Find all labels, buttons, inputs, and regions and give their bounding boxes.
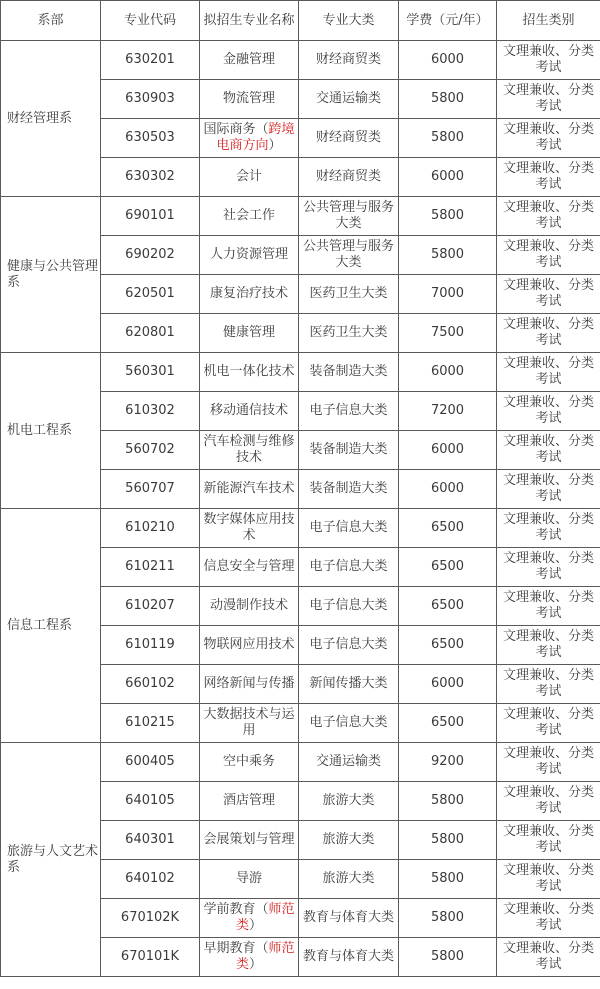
table-row bbox=[1, 41, 600, 80]
tuition-fee: 6000 bbox=[399, 41, 497, 80]
department-name: 旅游与人文艺术系 bbox=[1, 743, 101, 977]
major-name bbox=[200, 587, 299, 626]
header-major-category: 专业大类 bbox=[299, 1, 399, 41]
major-name bbox=[200, 197, 299, 236]
department-name: 财经管理系 bbox=[1, 41, 101, 197]
major-name-text: 空中乘务 bbox=[222, 754, 275, 769]
tuition-fee: 5800 bbox=[399, 821, 497, 860]
tuition-fee: 7000 bbox=[399, 275, 497, 314]
major-code: 690101 bbox=[101, 197, 200, 236]
major-name bbox=[200, 275, 299, 314]
major-name bbox=[200, 509, 299, 548]
major-category: 财经商贸类 bbox=[299, 41, 399, 80]
enrollment-type: 文理兼收、分类考试 bbox=[497, 314, 600, 353]
major-code: 620501 bbox=[101, 275, 200, 314]
tuition-fee: 6000 bbox=[399, 470, 497, 509]
major-name bbox=[200, 470, 299, 509]
major-category: 教育与体育大类 bbox=[299, 938, 399, 977]
major-code: 560702 bbox=[101, 431, 200, 470]
major-code: 610211 bbox=[101, 548, 200, 587]
enrollment-type: 文理兼收、分类考试 bbox=[497, 353, 600, 392]
major-name bbox=[200, 392, 299, 431]
major-name-suffix: ） bbox=[249, 918, 263, 933]
tuition-fee: 6500 bbox=[399, 548, 497, 587]
enrollment-type: 文理兼收、分类考试 bbox=[497, 860, 600, 899]
tuition-fee: 5800 bbox=[399, 899, 497, 938]
major-name-text: 网络新闻与传播 bbox=[203, 676, 295, 691]
major-code: 620801 bbox=[101, 314, 200, 353]
major-name-text: 机电一体化技术 bbox=[203, 364, 295, 379]
major-code: 610210 bbox=[101, 509, 200, 548]
header-tuition: 学费（元/年） bbox=[399, 1, 497, 41]
department-name: 信息工程系 bbox=[1, 509, 101, 743]
header-row bbox=[1, 1, 600, 41]
enrollment-type: 文理兼收、分类考试 bbox=[497, 158, 600, 197]
tuition-fee: 6000 bbox=[399, 158, 497, 197]
major-category: 电子信息大类 bbox=[299, 509, 399, 548]
major-name bbox=[200, 626, 299, 665]
major-name bbox=[200, 704, 299, 743]
tuition-fee: 6000 bbox=[399, 665, 497, 704]
major-name bbox=[200, 548, 299, 587]
major-name-text: 移动通信技术 bbox=[209, 403, 288, 418]
major-category: 电子信息大类 bbox=[299, 587, 399, 626]
major-name-text: 金融管理 bbox=[222, 52, 275, 67]
major-category: 电子信息大类 bbox=[299, 704, 399, 743]
major-name-suffix: ） bbox=[268, 138, 282, 153]
major-name bbox=[200, 41, 299, 80]
enrollment-type: 文理兼收、分类考试 bbox=[497, 665, 600, 704]
enrollment-type: 文理兼收、分类考试 bbox=[497, 782, 600, 821]
tuition-fee: 6500 bbox=[399, 704, 497, 743]
major-name-text: 学前教育（ bbox=[203, 902, 269, 917]
major-name-highlight: 师范类 bbox=[235, 902, 295, 933]
tuition-fee: 5800 bbox=[399, 236, 497, 275]
major-name-text: 物联网应用技术 bbox=[203, 637, 295, 652]
enrollment-type: 文理兼收、分类考试 bbox=[497, 41, 600, 80]
major-category: 公共管理与服务大类 bbox=[299, 236, 399, 275]
major-category: 旅游大类 bbox=[299, 821, 399, 860]
major-code: 610215 bbox=[101, 704, 200, 743]
major-code: 630503 bbox=[101, 119, 200, 158]
major-name-highlight: 师范类 bbox=[235, 941, 295, 972]
major-name-text: 新能源汽车技术 bbox=[203, 481, 295, 496]
table-row bbox=[1, 197, 600, 236]
tuition-fee: 9200 bbox=[399, 743, 497, 782]
major-code: 600405 bbox=[101, 743, 200, 782]
major-code: 560707 bbox=[101, 470, 200, 509]
major-code: 610119 bbox=[101, 626, 200, 665]
major-category: 财经商贸类 bbox=[299, 158, 399, 197]
enrollment-type: 文理兼收、分类考试 bbox=[497, 470, 600, 509]
enrollment-type: 文理兼收、分类考试 bbox=[497, 509, 600, 548]
tuition-fee: 5800 bbox=[399, 80, 497, 119]
major-category: 交通运输类 bbox=[299, 743, 399, 782]
major-name-text: 康复治疗技术 bbox=[209, 286, 288, 301]
table-row bbox=[1, 743, 600, 782]
header-department: 系部 bbox=[1, 1, 101, 41]
major-code: 640105 bbox=[101, 782, 200, 821]
major-category: 医药卫生大类 bbox=[299, 275, 399, 314]
major-name-text: 酒店管理 bbox=[222, 793, 275, 808]
major-name bbox=[200, 743, 299, 782]
tuition-fee: 7200 bbox=[399, 392, 497, 431]
enrollment-type: 文理兼收、分类考试 bbox=[497, 899, 600, 938]
major-code: 670101K bbox=[101, 938, 200, 977]
major-category: 医药卫生大类 bbox=[299, 314, 399, 353]
major-category: 教育与体育大类 bbox=[299, 899, 399, 938]
major-name-suffix: ） bbox=[249, 957, 263, 972]
tuition-fee: 6000 bbox=[399, 353, 497, 392]
major-code: 640301 bbox=[101, 821, 200, 860]
major-code: 610302 bbox=[101, 392, 200, 431]
major-name-text: 人力资源管理 bbox=[209, 247, 288, 262]
tuition-fee: 5800 bbox=[399, 119, 497, 158]
major-name-text: 社会工作 bbox=[222, 208, 275, 223]
major-code: 630903 bbox=[101, 80, 200, 119]
enrollment-type: 文理兼收、分类考试 bbox=[497, 392, 600, 431]
major-category: 电子信息大类 bbox=[299, 392, 399, 431]
major-name bbox=[200, 314, 299, 353]
tuition-fee: 5800 bbox=[399, 782, 497, 821]
enrollment-type: 文理兼收、分类考试 bbox=[497, 587, 600, 626]
major-name-text: 汽车检测与维修技术 bbox=[203, 434, 295, 465]
table-row bbox=[1, 509, 600, 548]
major-name bbox=[200, 860, 299, 899]
header-enrollment-type: 招生类别 bbox=[497, 1, 600, 41]
major-name-text: 大数据技术与运用 bbox=[203, 707, 295, 738]
tuition-fee: 5800 bbox=[399, 938, 497, 977]
major-code: 630201 bbox=[101, 41, 200, 80]
major-category: 电子信息大类 bbox=[299, 626, 399, 665]
enrollment-type: 文理兼收、分类考试 bbox=[497, 80, 600, 119]
enrollment-type: 文理兼收、分类考试 bbox=[497, 548, 600, 587]
major-code: 690202 bbox=[101, 236, 200, 275]
tuition-fee: 5800 bbox=[399, 197, 497, 236]
major-name bbox=[200, 158, 299, 197]
tuition-fee: 6500 bbox=[399, 587, 497, 626]
enrollment-type: 文理兼收、分类考试 bbox=[497, 743, 600, 782]
enrollment-type: 文理兼收、分类考试 bbox=[497, 431, 600, 470]
major-code: 610207 bbox=[101, 587, 200, 626]
major-name bbox=[200, 938, 299, 977]
major-name-text: 会计 bbox=[235, 169, 262, 184]
major-code: 630302 bbox=[101, 158, 200, 197]
header-major-code: 专业代码 bbox=[101, 1, 200, 41]
major-name-text: 导游 bbox=[235, 871, 262, 886]
major-name-text: 物流管理 bbox=[222, 91, 275, 106]
major-category: 公共管理与服务大类 bbox=[299, 197, 399, 236]
major-category: 装备制造大类 bbox=[299, 431, 399, 470]
tuition-fee: 6500 bbox=[399, 626, 497, 665]
enrollment-type: 文理兼收、分类考试 bbox=[497, 275, 600, 314]
enrollment-type: 文理兼收、分类考试 bbox=[497, 119, 600, 158]
table-body bbox=[1, 1, 600, 977]
major-name-text: 动漫制作技术 bbox=[209, 598, 288, 613]
major-name bbox=[200, 119, 299, 158]
major-code: 640102 bbox=[101, 860, 200, 899]
major-name bbox=[200, 782, 299, 821]
major-category: 旅游大类 bbox=[299, 860, 399, 899]
enrollment-type: 文理兼收、分类考试 bbox=[497, 938, 600, 977]
major-code: 660102 bbox=[101, 665, 200, 704]
department-name: 机电工程系 bbox=[1, 353, 101, 509]
major-name-text: 国际商务（ bbox=[203, 122, 269, 137]
tuition-fee: 5800 bbox=[399, 860, 497, 899]
major-category: 财经商贸类 bbox=[299, 119, 399, 158]
major-category: 电子信息大类 bbox=[299, 548, 399, 587]
major-name bbox=[200, 821, 299, 860]
major-name bbox=[200, 80, 299, 119]
major-name-text: 信息安全与管理 bbox=[203, 559, 295, 574]
enrollment-type: 文理兼收、分类考试 bbox=[497, 704, 600, 743]
major-name-text: 会展策划与管理 bbox=[203, 832, 295, 847]
tuition-fee: 6000 bbox=[399, 431, 497, 470]
enrollment-type: 文理兼收、分类考试 bbox=[497, 197, 600, 236]
major-category: 旅游大类 bbox=[299, 782, 399, 821]
major-name-highlight: 跨境电商方向 bbox=[216, 122, 295, 153]
major-name bbox=[200, 665, 299, 704]
table-row bbox=[1, 353, 600, 392]
enrollment-type: 文理兼收、分类考试 bbox=[497, 626, 600, 665]
major-category: 新闻传播大类 bbox=[299, 665, 399, 704]
header-major-name: 拟招生专业名称 bbox=[200, 1, 299, 41]
major-code: 670102K bbox=[101, 899, 200, 938]
tuition-fee: 6500 bbox=[399, 509, 497, 548]
major-name-text: 早期教育（ bbox=[203, 941, 269, 956]
major-name bbox=[200, 353, 299, 392]
major-name-text: 数字媒体应用技术 bbox=[203, 512, 295, 543]
major-category: 装备制造大类 bbox=[299, 470, 399, 509]
major-code: 560301 bbox=[101, 353, 200, 392]
enrollment-type: 文理兼收、分类考试 bbox=[497, 821, 600, 860]
major-name bbox=[200, 236, 299, 275]
major-category: 交通运输类 bbox=[299, 80, 399, 119]
department-name: 健康与公共管理系 bbox=[1, 197, 101, 353]
major-name-text: 健康管理 bbox=[222, 325, 275, 340]
major-name bbox=[200, 899, 299, 938]
enrollment-type: 文理兼收、分类考试 bbox=[497, 236, 600, 275]
major-name bbox=[200, 431, 299, 470]
tuition-fee: 7500 bbox=[399, 314, 497, 353]
major-category: 装备制造大类 bbox=[299, 353, 399, 392]
